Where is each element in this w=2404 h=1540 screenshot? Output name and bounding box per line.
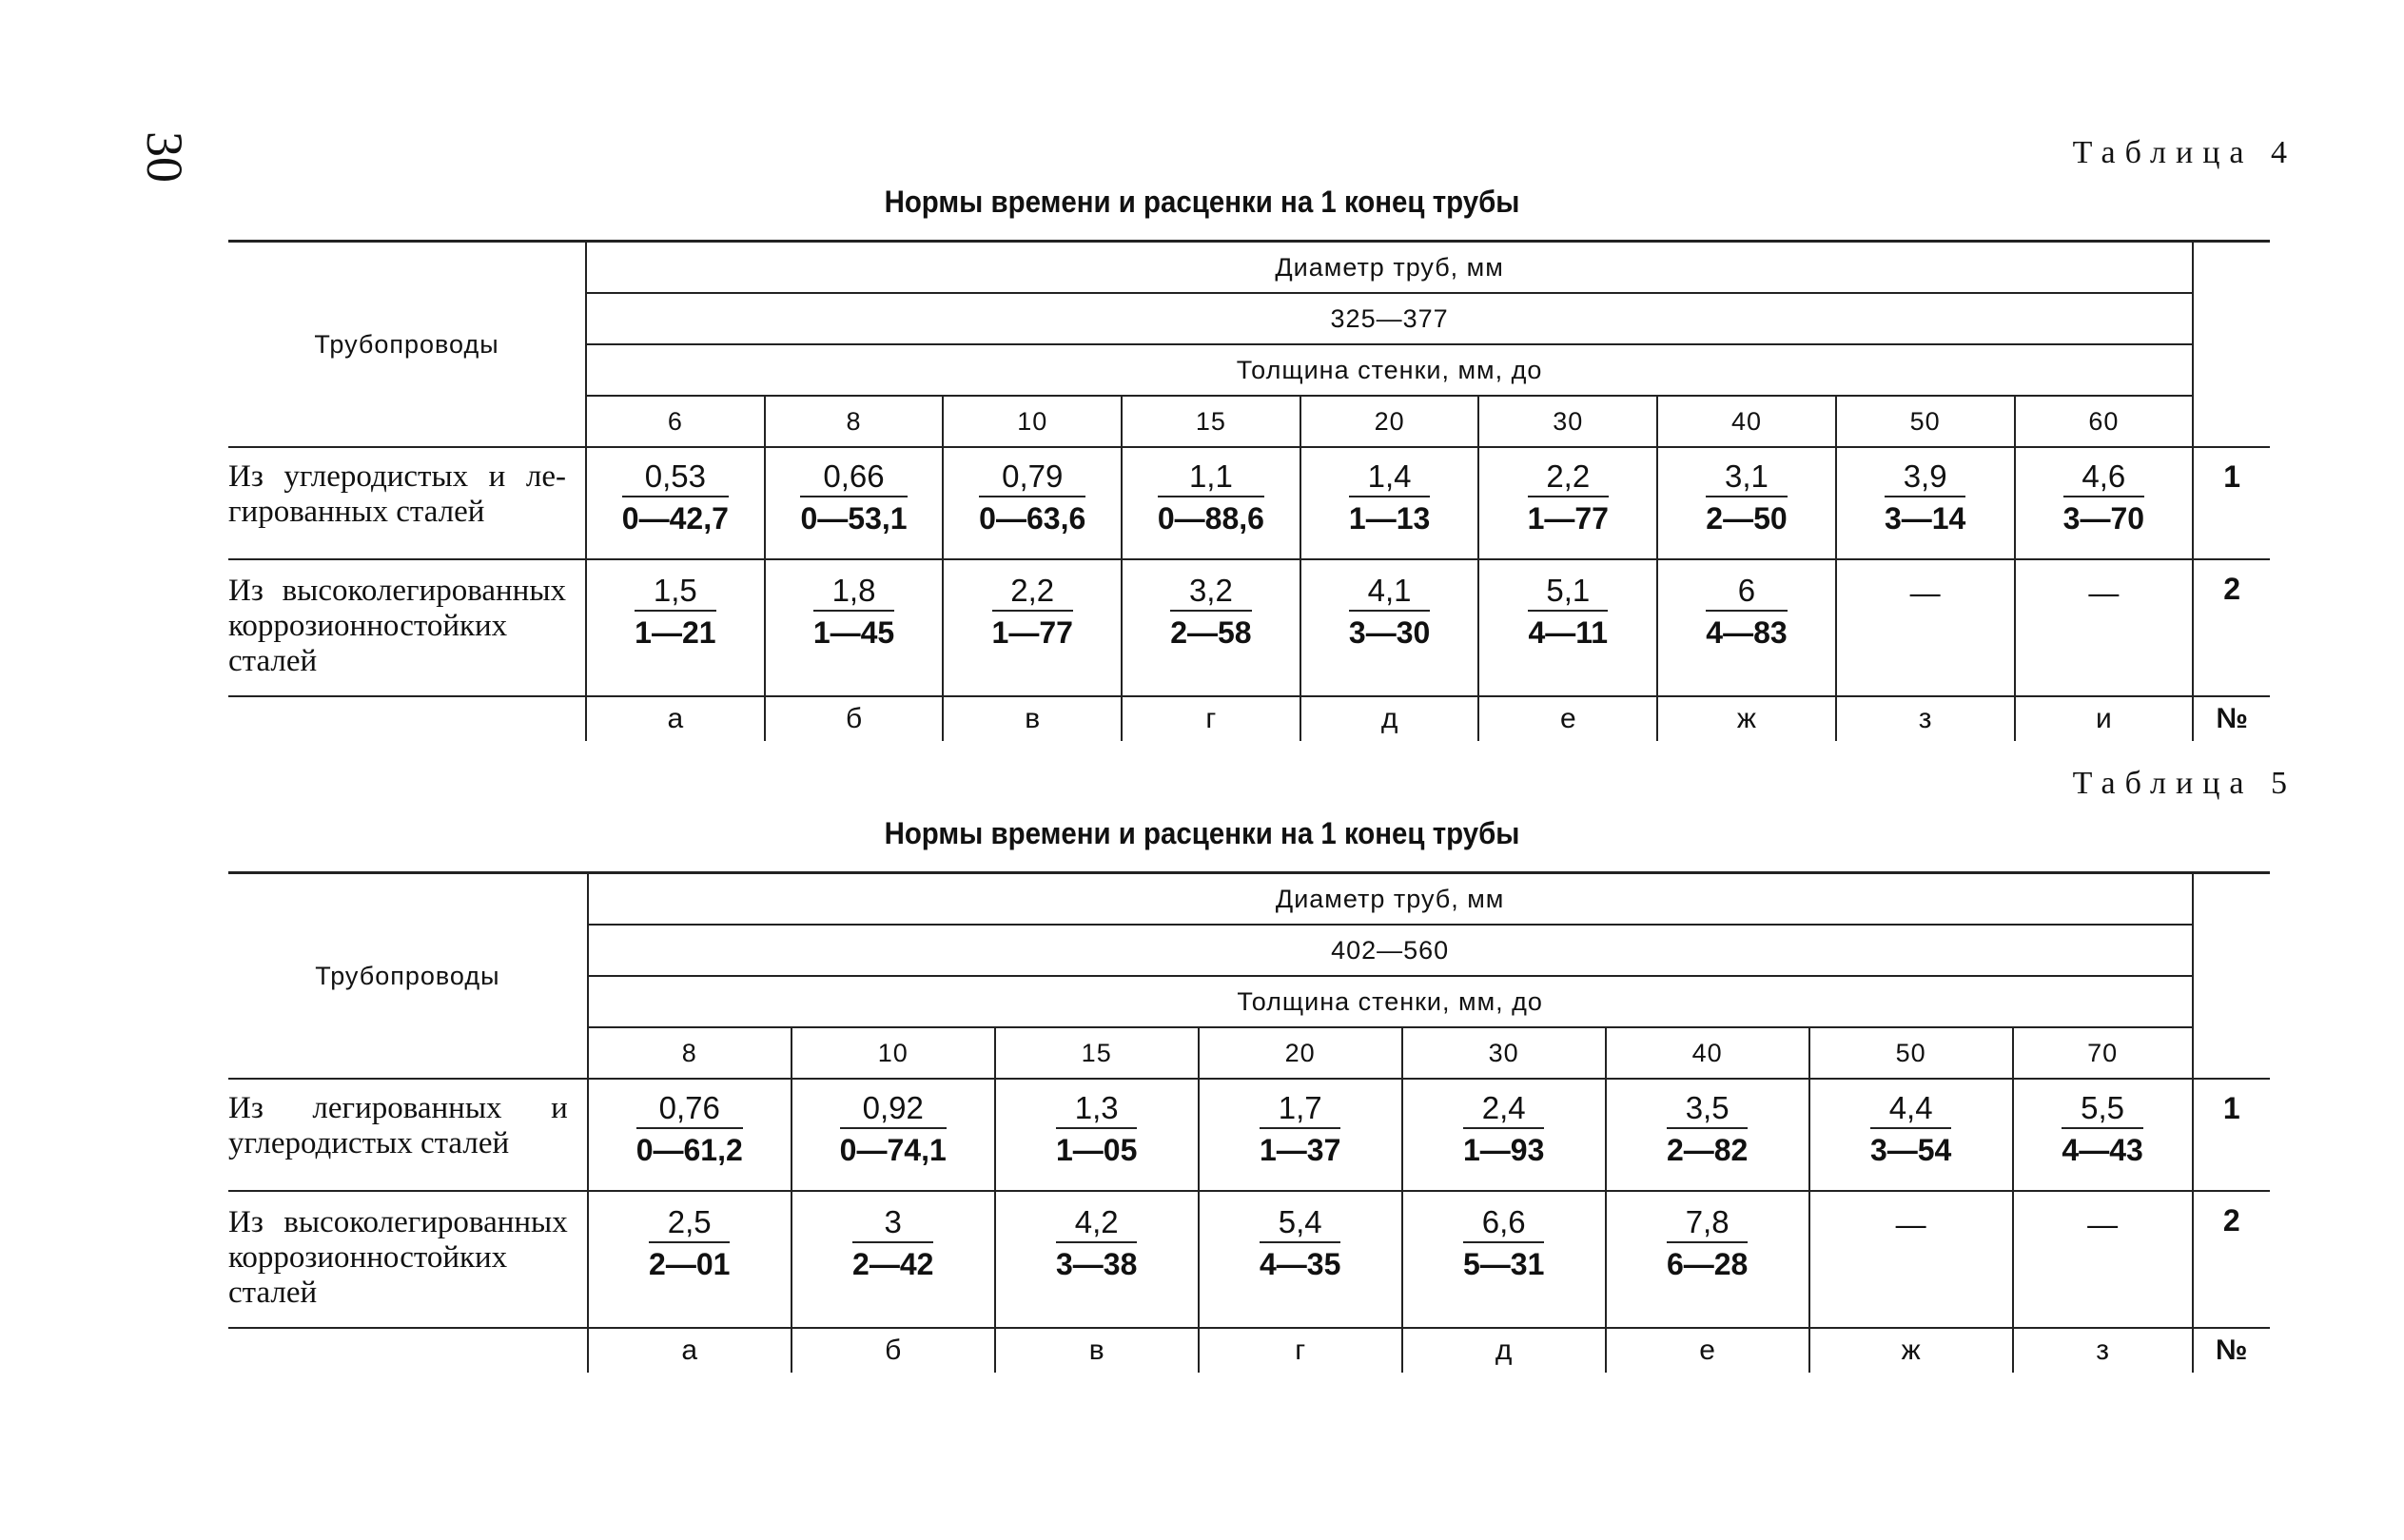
thickness-cell: 70 — [2013, 1027, 2193, 1079]
time-norm: 0,66 — [800, 459, 907, 497]
row-number: 2 — [2193, 1191, 2270, 1328]
column-letter: з — [2013, 1328, 2193, 1373]
value-cell — [1478, 447, 1657, 559]
time-norm: 1,3 — [1056, 1091, 1137, 1129]
table-row — [228, 1079, 2270, 1191]
column-letter: ж — [1657, 696, 1836, 741]
value-cell — [2013, 1191, 2193, 1328]
norm-fraction — [1349, 574, 1430, 652]
value-cell — [1402, 1079, 1606, 1191]
value-cell — [1657, 447, 1836, 559]
norm-table — [228, 871, 2270, 1373]
thickness-cell: 60 — [2015, 396, 2194, 447]
column-letter: з — [1836, 696, 2015, 741]
table-row — [228, 1191, 2270, 1328]
price-value: 1—21 — [635, 615, 716, 650]
thickness-cell: 40 — [1657, 396, 1836, 447]
price-value: 3—54 — [1869, 1133, 1952, 1167]
dash-mark: — — [2088, 575, 2120, 610]
dash-mark: — — [1909, 575, 1941, 610]
value-cell — [1606, 1079, 1809, 1191]
price-value: 2—82 — [1666, 1133, 1749, 1167]
value-cell — [1402, 1191, 1606, 1328]
time-norm: 4,6 — [2063, 459, 2144, 497]
value-cell — [765, 559, 944, 696]
price-value: 4—35 — [1259, 1247, 1341, 1281]
time-norm: 2,4 — [1463, 1091, 1544, 1129]
price-value: 3—70 — [2062, 501, 2145, 536]
norm-fraction — [1667, 1091, 1748, 1169]
price-value: 3—38 — [1056, 1247, 1138, 1281]
norm-fraction — [1885, 459, 1965, 537]
time-norm: 5,5 — [2062, 1091, 2142, 1129]
value-cell — [943, 447, 1122, 559]
price-value: 1—93 — [1462, 1133, 1545, 1167]
column-letter: а — [588, 1328, 792, 1373]
time-norm: 3 — [852, 1205, 933, 1243]
value-cell — [586, 447, 765, 559]
price-value: 6—28 — [1666, 1247, 1749, 1281]
norm-fraction — [1349, 459, 1430, 537]
letters-blank — [228, 696, 586, 741]
price-value: 1—77 — [1527, 501, 1609, 536]
price-value: 1—05 — [1056, 1133, 1138, 1167]
value-cell — [1300, 559, 1479, 696]
thickness-cell: 15 — [995, 1027, 1199, 1079]
thickness-cell: 15 — [1122, 396, 1300, 447]
value-cell — [1657, 559, 1836, 696]
price-value: 1—37 — [1259, 1133, 1341, 1167]
time-norm: 3,1 — [1706, 459, 1787, 497]
time-norm: 4,4 — [1870, 1091, 1951, 1129]
thickness-cell: 30 — [1478, 396, 1657, 447]
norm-fraction — [1056, 1205, 1137, 1283]
value-cell — [1836, 559, 2015, 696]
column-letter: г — [1122, 696, 1300, 741]
norm-fraction — [852, 1205, 933, 1283]
value-cell — [1122, 559, 1300, 696]
diameter-range: 402—560 — [588, 925, 2193, 976]
norm-fraction — [649, 1205, 730, 1283]
price-value: 1—13 — [1348, 501, 1431, 536]
time-norm: 4,1 — [1349, 574, 1430, 612]
price-value: 2—58 — [1170, 615, 1252, 650]
dash-mark: — — [2087, 1207, 2119, 1241]
time-norm: 2,2 — [1528, 459, 1609, 497]
column-letter: д — [1402, 1328, 1606, 1373]
thickness-cell: 8 — [588, 1027, 792, 1079]
value-cell — [1199, 1079, 1402, 1191]
value-cell — [586, 559, 765, 696]
time-norm: 6,6 — [1463, 1205, 1544, 1243]
thickness-cell: 6 — [586, 396, 765, 447]
row-label: Из углеродистых и легированных сталей — [228, 447, 586, 559]
thickness-cell: 50 — [1836, 396, 2015, 447]
time-norm: 0,53 — [622, 459, 729, 497]
price-value: 0—74,1 — [839, 1133, 947, 1167]
norm-fraction — [813, 574, 894, 652]
thickness-cell: 50 — [1809, 1027, 2013, 1079]
norm-fraction — [1170, 574, 1251, 652]
time-norm: 4,2 — [1056, 1205, 1137, 1243]
time-norm: 2,5 — [649, 1205, 730, 1243]
letters-blank — [228, 1328, 588, 1373]
time-norm: 7,8 — [1667, 1205, 1748, 1243]
column-letter: б — [792, 1328, 995, 1373]
value-cell — [995, 1191, 1199, 1328]
column-letter: г — [1199, 1328, 1402, 1373]
value-cell — [765, 447, 944, 559]
wall-thickness-header: Толщина стенки, мм, до — [586, 344, 2193, 396]
column-letter: в — [995, 1328, 1199, 1373]
table-label: Таблица 4 — [2072, 135, 2297, 170]
table-row — [228, 559, 2270, 696]
time-norm: 1,5 — [635, 574, 715, 612]
time-norm: 1,1 — [1158, 459, 1264, 497]
value-cell — [1478, 559, 1657, 696]
norm-fraction — [800, 459, 907, 537]
price-value: 0—63,6 — [979, 501, 1086, 536]
number-sign: № — [2193, 1328, 2270, 1373]
column-letter: ж — [1809, 1328, 2013, 1373]
price-value: 2—42 — [852, 1247, 934, 1281]
price-value: 0—88,6 — [1157, 501, 1264, 536]
column-letter: д — [1300, 696, 1479, 741]
norm-fraction — [2062, 1091, 2142, 1169]
price-value: 1—77 — [991, 615, 1073, 650]
norm-fraction — [1528, 574, 1608, 652]
price-value: 3—14 — [1884, 501, 1966, 536]
diameter-range: 325—377 — [586, 293, 2193, 344]
thickness-cell: 20 — [1199, 1027, 1402, 1079]
norm-fraction — [636, 1091, 743, 1169]
norm-fraction — [979, 459, 1085, 537]
time-norm: 5,1 — [1528, 574, 1608, 612]
norm-fraction — [1056, 1091, 1137, 1169]
pipelines-header: Трубопроводы — [228, 242, 586, 448]
value-cell — [1300, 447, 1479, 559]
norm-fraction — [1463, 1205, 1544, 1283]
thickness-cell: 30 — [1402, 1027, 1606, 1079]
column-letter: и — [2015, 696, 2194, 741]
norm-fraction — [1870, 1091, 1951, 1169]
column-letters-row — [228, 696, 2270, 741]
norm-fraction — [1260, 1091, 1340, 1169]
time-norm: 3,5 — [1667, 1091, 1748, 1129]
table-title: Нормы времени и расценки на 1 конец трубы — [884, 185, 1520, 219]
value-cell — [792, 1079, 995, 1191]
row-label: Из высоколегированных коррозионностойких сталей — [228, 559, 586, 696]
norm-fraction — [1260, 1205, 1340, 1283]
value-cell — [2015, 447, 2194, 559]
row-label: Из легированных и углеродистых сталей — [228, 1079, 588, 1191]
time-norm: 1,7 — [1260, 1091, 1340, 1129]
number-column-header — [2193, 873, 2270, 1080]
value-cell — [1809, 1191, 2013, 1328]
diameter-header: Диаметр труб, мм — [588, 873, 2193, 926]
time-norm: 3,9 — [1885, 459, 1965, 497]
number-sign: № — [2193, 696, 2270, 741]
norm-fraction — [1158, 459, 1264, 537]
price-value: 4—43 — [2062, 1133, 2143, 1167]
time-norm: 3,2 — [1170, 574, 1251, 612]
value-cell — [2015, 559, 2194, 696]
price-value: 5—31 — [1462, 1247, 1545, 1281]
row-number: 1 — [2193, 1079, 2270, 1191]
thickness-cell: 10 — [792, 1027, 995, 1079]
dash-mark: — — [1895, 1207, 1926, 1241]
row-label: Из высоколегированных коррозионностойких сталей — [228, 1191, 588, 1328]
page-number: 30 — [136, 131, 193, 183]
wall-thickness-header: Толщина стенки, мм, до — [588, 976, 2193, 1027]
norm-fraction — [992, 574, 1073, 652]
thickness-cell: 10 — [943, 396, 1122, 447]
norm-fraction — [1528, 459, 1609, 537]
time-norm: 0,79 — [979, 459, 1085, 497]
norm-fraction — [622, 459, 729, 537]
time-norm: 5,4 — [1260, 1205, 1340, 1243]
number-column-header — [2193, 242, 2270, 448]
time-norm: 0,92 — [840, 1091, 947, 1129]
row-number: 2 — [2193, 559, 2270, 696]
table-title: Нормы времени и расценки на 1 конец трубы — [884, 816, 1520, 850]
pipelines-header: Трубопроводы — [228, 873, 588, 1080]
column-letter: е — [1606, 1328, 1809, 1373]
price-value: 4—83 — [1706, 615, 1788, 650]
time-norm: 0,76 — [636, 1091, 743, 1129]
column-letters-row — [228, 1328, 2270, 1373]
time-norm: 6 — [1706, 574, 1787, 612]
column-letter: б — [765, 696, 944, 741]
column-letter: в — [943, 696, 1122, 741]
price-value: 4—11 — [1528, 615, 1609, 650]
norm-fraction — [1706, 574, 1787, 652]
norm-table — [228, 240, 2270, 741]
value-cell — [1606, 1191, 1809, 1328]
norm-fraction — [840, 1091, 947, 1169]
table-label: Таблица 5 — [2072, 766, 2297, 801]
price-value: 2—50 — [1706, 501, 1788, 536]
time-norm: 1,8 — [813, 574, 894, 612]
price-value: 1—45 — [812, 615, 895, 650]
price-value: 0—53,1 — [800, 501, 908, 536]
value-cell — [1122, 447, 1300, 559]
diameter-header: Диаметр труб, мм — [586, 242, 2193, 294]
value-cell — [588, 1191, 792, 1328]
value-cell — [995, 1079, 1199, 1191]
value-cell — [1199, 1191, 1402, 1328]
norm-fraction — [635, 574, 715, 652]
norm-fraction — [1706, 459, 1787, 537]
price-value: 3—30 — [1348, 615, 1431, 650]
thickness-cell: 8 — [765, 396, 944, 447]
norm-fraction — [2063, 459, 2144, 537]
time-norm: 2,2 — [992, 574, 1073, 612]
value-cell — [1809, 1079, 2013, 1191]
value-cell — [792, 1191, 995, 1328]
table-row — [228, 447, 2270, 559]
row-number: 1 — [2193, 447, 2270, 559]
thickness-cell: 40 — [1606, 1027, 1809, 1079]
norm-fraction — [1667, 1205, 1748, 1283]
thickness-cell: 20 — [1300, 396, 1479, 447]
column-letter: е — [1478, 696, 1657, 741]
time-norm: 1,4 — [1349, 459, 1430, 497]
value-cell — [588, 1079, 792, 1191]
value-cell — [943, 559, 1122, 696]
price-value: 0—42,7 — [621, 501, 729, 536]
value-cell — [1836, 447, 2015, 559]
norm-fraction — [1463, 1091, 1544, 1169]
column-letter: а — [586, 696, 765, 741]
price-value: 0—61,2 — [635, 1133, 743, 1167]
value-cell — [2013, 1079, 2193, 1191]
price-value: 2—01 — [649, 1247, 731, 1281]
